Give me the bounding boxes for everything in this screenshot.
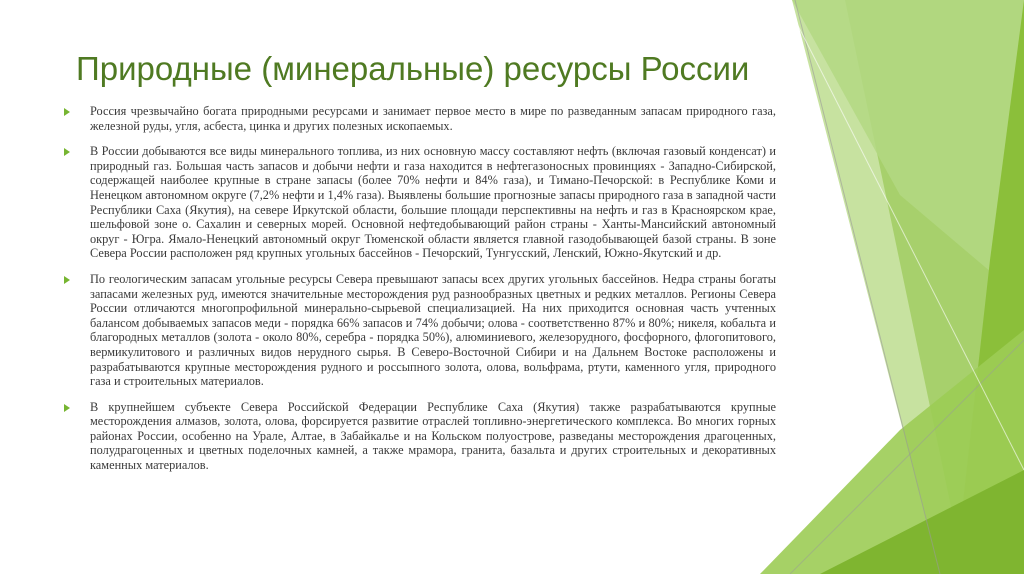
triangle-bullet-icon	[64, 108, 70, 116]
bullet-paragraph	[64, 400, 776, 473]
paragraph-text: В крупнейшем субъекте Севера Российской Федерации Республике Саха (Якутия) также разрабатываются крупные месторождения алмазов, золота, олова, форсируется развитие отраслей топливно-энергетического комплекса. Во многих горных районах России, особенно на Урале, Алтае, в Забайкалье и на Кольском полуострове, разведаны месторождения драгоценных, полудрагоценных и цветных поделочных камней, а также мрамора, гранита, базальта и других строительных и декоративных каменных материалов.	[90, 399, 776, 473]
slide-title: Природные (минеральные) ресурсы России	[76, 50, 750, 87]
triangle-bullet-icon	[64, 148, 70, 156]
paragraph-text: В России добываются все виды минерального топлива, из них основную массу составляют нефть (включая газовый конденсат) и природный газ. Большая часть запасов и добычи нефти и газа находится в нефтегазоносных провинциях - Западно-Сибирской, содержащей наиболее крупные в стране запасы (более 70% нефти и 84% газа), и Тимано-Печорской: в Республике Коми и Ненецком автономном округе (7,2% нефти и 1,4% газа). Выявлены большие прогнозные запасы природного газа в западной части Республики Саха (Якутия), на севере Иркутской области, большие площади перспективны на нефть и газ в Красноярском крае, шельфовой зоне о. Сахалин и северных морей. Основной нефтедобывающий район страны - Ханты-Мансийский автономный округ - Югра. Ямало-Ненецкий автономный округ Тюменской области является главной газодобывающей базой страны. В зоне Севера России расположен ряд крупных угольных бассейнов - Печорский, Тунгусский, Ленский, Южно-Якутский и др.	[90, 144, 776, 261]
triangle-bullet-icon	[64, 404, 70, 412]
bullet-paragraph	[64, 144, 776, 261]
triangle-bullet-icon	[64, 276, 70, 284]
paragraph-text: Россия чрезвычайно богата природными ресурсами и занимает первое место в мире по разведанным запасам природного газа, железной руды, угля, асбеста, цинка и других полезных ископаемых.	[90, 104, 776, 133]
slide-content	[64, 104, 776, 484]
bullet-paragraph	[64, 272, 776, 389]
bullet-paragraph	[64, 104, 776, 133]
paragraph-text: По геологическим запасам угольные ресурсы Севера превышают запасы всех других угольных бассейнов. Недра страны богаты запасами железных руд, имеются значительные месторождения руд разнообразных цветных и редких металлов. Регионы Севера России отличаются многопрофильной минерально-сырьевой специализацией. На них приходится основная часть учтенных балансом добываемых запасов меди - порядка 66% запасов и 74% добычи; олова - соответственно 87% и 80%; никеля, кобальта и благородных металлов (золота - около 80%, серебра - порядка 50%), алюминиевого, железорудного, фосфорного, флогопитового, вермикулитового и различных видов нерудного сырья. В Северо-Восточной Сибири и на Дальнем Востоке расположены и разрабатываются крупные месторождения рудного и россыпного золота, олова, вольфрама, ртути, каменного угля, природного газа и строительных материалов.	[90, 271, 776, 389]
